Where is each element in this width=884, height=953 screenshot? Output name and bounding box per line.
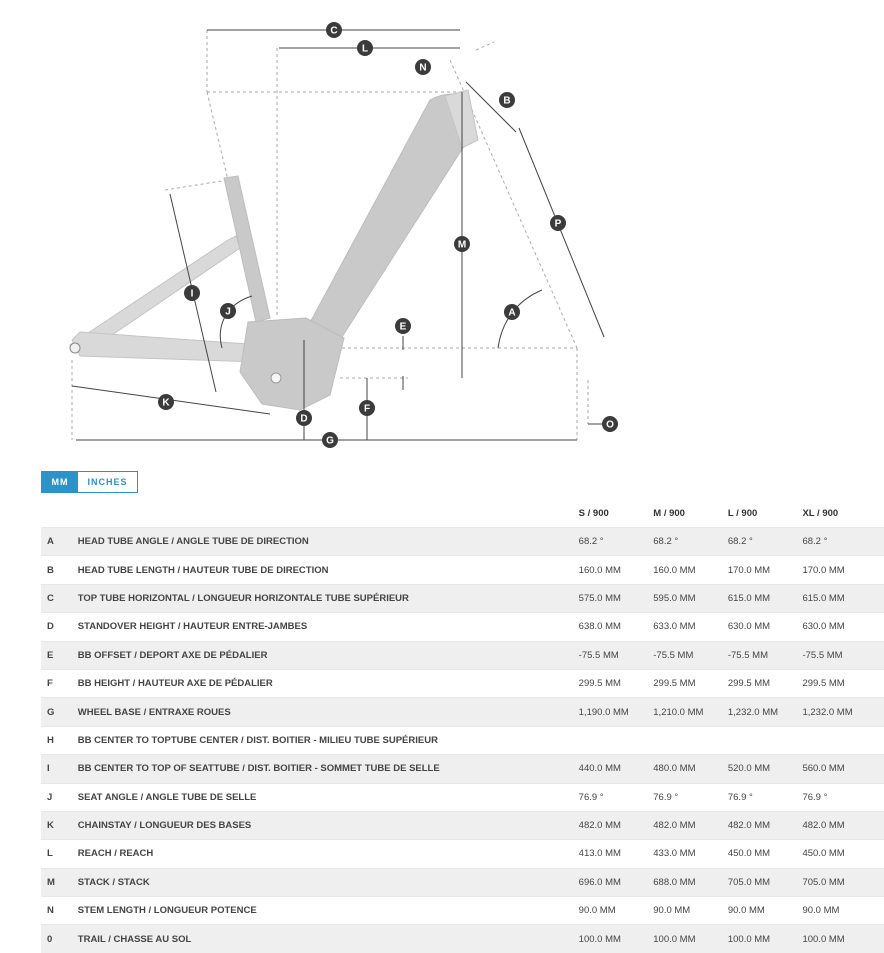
cell-s: 696.0 MM bbox=[579, 868, 654, 896]
badge-k bbox=[158, 394, 174, 410]
badge-l bbox=[357, 40, 373, 56]
cell-key: E bbox=[41, 641, 78, 669]
cell-xl: 76.9 ° bbox=[802, 783, 884, 811]
badge-a bbox=[504, 304, 520, 320]
badge-f bbox=[359, 400, 375, 416]
cell-m: 433.0 MM bbox=[653, 840, 728, 868]
cell-l: 170.0 MM bbox=[728, 556, 803, 584]
cell-key: J bbox=[41, 783, 78, 811]
cell-m: 90.0 MM bbox=[653, 897, 728, 925]
unit-inches-button[interactable]: INCHES bbox=[78, 472, 137, 492]
header-size-l: L / 900 bbox=[727, 508, 758, 519]
cell-l: 100.0 MM bbox=[728, 925, 803, 953]
cell-name: STANDOVER HEIGHT / HAUTEUR ENTRE-JAMBES bbox=[78, 613, 579, 641]
cell-m: 480.0 MM bbox=[653, 755, 728, 783]
table-row bbox=[41, 868, 884, 896]
cell-key: L bbox=[41, 840, 78, 868]
cell-m: -75.5 MM bbox=[653, 641, 728, 669]
table-row bbox=[41, 783, 884, 811]
svg-text:G: G bbox=[326, 435, 334, 447]
cell-name: HEAD TUBE LENGTH / HAUTEUR TUBE DE DIRECTION bbox=[78, 556, 579, 584]
cell-m: 688.0 MM bbox=[653, 868, 728, 896]
cell-key: M bbox=[41, 868, 78, 896]
cell-name: BB CENTER TO TOPTUBE CENTER / DIST. BOITIER - MILIEU TUBE SUPÉRIEUR bbox=[78, 726, 579, 754]
cell-name: STEM LENGTH / LONGUEUR POTENCE bbox=[78, 897, 579, 925]
table-row bbox=[41, 613, 884, 641]
cell-l: 299.5 MM bbox=[728, 669, 803, 697]
cell-xl: 299.5 MM bbox=[802, 669, 884, 697]
cell-l: 450.0 MM bbox=[728, 840, 803, 868]
svg-text:F: F bbox=[363, 403, 371, 415]
cell-key: F bbox=[41, 669, 78, 697]
cell-s: 299.5 MM bbox=[579, 669, 654, 697]
cell-s: 440.0 MM bbox=[579, 755, 654, 783]
cell-key: C bbox=[41, 584, 78, 612]
cell-key: K bbox=[41, 811, 78, 839]
cell-s: 413.0 MM bbox=[579, 840, 654, 868]
cell-xl: 705.0 MM bbox=[802, 868, 884, 896]
table-row bbox=[41, 726, 884, 754]
cell-s bbox=[579, 726, 654, 754]
svg-text:P: P bbox=[554, 218, 562, 230]
cell-l: 520.0 MM bbox=[728, 755, 803, 783]
cell-l: 90.0 MM bbox=[728, 897, 803, 925]
cell-s: 1,190.0 MM bbox=[579, 698, 654, 726]
cell-xl: 450.0 MM bbox=[802, 840, 884, 868]
cell-key: 0 bbox=[41, 925, 78, 953]
badge-p bbox=[550, 215, 566, 231]
cell-name: CHAINSTAY / LONGUEUR DES BASES bbox=[78, 811, 579, 839]
svg-text:E: E bbox=[399, 321, 407, 333]
cell-m: 595.0 MM bbox=[653, 584, 728, 612]
cell-xl: 482.0 MM bbox=[802, 811, 884, 839]
cell-l: 615.0 MM bbox=[728, 584, 803, 612]
table-header-row bbox=[41, 500, 884, 528]
header-size-s: S / 900 bbox=[578, 508, 609, 519]
cell-s: 68.2 ° bbox=[579, 528, 654, 556]
svg-text:C: C bbox=[330, 25, 338, 37]
badge-i bbox=[184, 285, 200, 301]
cell-l: 630.0 MM bbox=[728, 613, 803, 641]
cell-m: 1,210.0 MM bbox=[653, 698, 728, 726]
cell-name: HEAD TUBE ANGLE / ANGLE TUBE DE DIRECTION bbox=[78, 528, 579, 556]
cell-key: N bbox=[41, 897, 78, 925]
svg-text:M: M bbox=[457, 239, 467, 251]
cell-name: TRAIL / CHASSE AU SOL bbox=[78, 925, 579, 953]
svg-text:N: N bbox=[419, 62, 427, 74]
header-size-m: M / 900 bbox=[653, 508, 685, 519]
cell-xl: 100.0 MM bbox=[802, 925, 884, 953]
table-row bbox=[41, 669, 884, 697]
table-body bbox=[41, 528, 884, 953]
table-row bbox=[41, 897, 884, 925]
cell-l: -75.5 MM bbox=[728, 641, 803, 669]
cell-s: -75.5 MM bbox=[579, 641, 654, 669]
header-key bbox=[41, 500, 78, 528]
cell-xl: -75.5 MM bbox=[802, 641, 884, 669]
cell-l: 76.9 ° bbox=[728, 783, 803, 811]
table-row bbox=[41, 698, 884, 726]
cell-key: G bbox=[41, 698, 78, 726]
table-row bbox=[41, 840, 884, 868]
cell-name: BB OFFSET / DEPORT AXE DE PÉDALIER bbox=[78, 641, 579, 669]
cell-name: SEAT ANGLE / ANGLE TUBE DE SELLE bbox=[78, 783, 579, 811]
cell-key: B bbox=[41, 556, 78, 584]
badge-m bbox=[454, 236, 470, 252]
cell-xl: 68.2 ° bbox=[802, 528, 884, 556]
cell-m: 160.0 MM bbox=[653, 556, 728, 584]
geometry-table bbox=[41, 500, 884, 953]
cell-m: 100.0 MM bbox=[653, 925, 728, 953]
badge-g bbox=[322, 432, 338, 448]
cell-m bbox=[653, 726, 728, 754]
unit-toggle bbox=[41, 471, 138, 493]
svg-text:K: K bbox=[162, 397, 170, 409]
table-row bbox=[41, 556, 884, 584]
unit-mm-button[interactable]: MM bbox=[42, 472, 78, 492]
cell-name: WHEEL BASE / ENTRAXE ROUES bbox=[78, 698, 579, 726]
cell-xl: 615.0 MM bbox=[802, 584, 884, 612]
cell-s: 90.0 MM bbox=[579, 897, 654, 925]
cell-name: REACH / REACH bbox=[78, 840, 579, 868]
cell-key: A bbox=[41, 528, 78, 556]
badge-b bbox=[499, 92, 515, 108]
table-row bbox=[41, 755, 884, 783]
header-size-xl: XL / 900 bbox=[802, 508, 839, 519]
svg-text:A: A bbox=[508, 307, 516, 319]
cell-name: BB CENTER TO TOP OF SEATTUBE / DIST. BOITIER - SOMMET TUBE DE SELLE bbox=[78, 755, 579, 783]
cell-xl: 90.0 MM bbox=[802, 897, 884, 925]
cell-xl: 630.0 MM bbox=[802, 613, 884, 641]
dimension-lines bbox=[72, 30, 604, 440]
cell-m: 68.2 ° bbox=[653, 528, 728, 556]
table-row bbox=[41, 641, 884, 669]
cell-m: 482.0 MM bbox=[653, 811, 728, 839]
badge-e bbox=[395, 318, 411, 334]
svg-text:D: D bbox=[300, 413, 308, 425]
cell-name: STACK / STACK bbox=[78, 868, 579, 896]
cell-s: 76.9 ° bbox=[579, 783, 654, 811]
cell-name: BB HEIGHT / HAUTEUR AXE DE PÉDALIER bbox=[78, 669, 579, 697]
svg-text:B: B bbox=[503, 95, 511, 107]
table-row bbox=[41, 811, 884, 839]
badge-c bbox=[326, 22, 342, 38]
cell-m: 76.9 ° bbox=[653, 783, 728, 811]
cell-key: I bbox=[41, 755, 78, 783]
cell-l: 705.0 MM bbox=[728, 868, 803, 896]
header-name bbox=[78, 500, 579, 528]
cell-key: D bbox=[41, 613, 78, 641]
badge-d bbox=[296, 410, 312, 426]
cell-s: 160.0 MM bbox=[579, 556, 654, 584]
badge-j bbox=[220, 303, 236, 319]
svg-text:I: I bbox=[190, 288, 194, 300]
bike-geometry-diagram bbox=[0, 0, 884, 460]
cell-xl: 1,232.0 MM bbox=[802, 698, 884, 726]
cell-l bbox=[728, 726, 803, 754]
cell-m: 633.0 MM bbox=[653, 613, 728, 641]
cell-s: 482.0 MM bbox=[579, 811, 654, 839]
badge-n bbox=[415, 59, 431, 75]
cell-l: 482.0 MM bbox=[728, 811, 803, 839]
svg-text:J: J bbox=[225, 306, 231, 318]
cell-xl: 560.0 MM bbox=[802, 755, 884, 783]
table-row bbox=[41, 584, 884, 612]
cell-xl bbox=[802, 726, 884, 754]
frame-silhouette bbox=[70, 90, 478, 410]
cell-l: 68.2 ° bbox=[728, 528, 803, 556]
cell-xl: 170.0 MM bbox=[802, 556, 884, 584]
table-row bbox=[41, 528, 884, 556]
cell-l: 1,232.0 MM bbox=[728, 698, 803, 726]
svg-text:O: O bbox=[606, 419, 614, 431]
badge-o bbox=[602, 416, 618, 432]
cell-s: 638.0 MM bbox=[579, 613, 654, 641]
cell-s: 575.0 MM bbox=[579, 584, 654, 612]
cell-s: 100.0 MM bbox=[579, 925, 654, 953]
cell-m: 299.5 MM bbox=[653, 669, 728, 697]
cell-key: H bbox=[41, 726, 78, 754]
cell-name: TOP TUBE HORIZONTAL / LONGUEUR HORIZONTALE TUBE SUPÉRIEUR bbox=[78, 584, 579, 612]
svg-text:L: L bbox=[361, 43, 369, 55]
